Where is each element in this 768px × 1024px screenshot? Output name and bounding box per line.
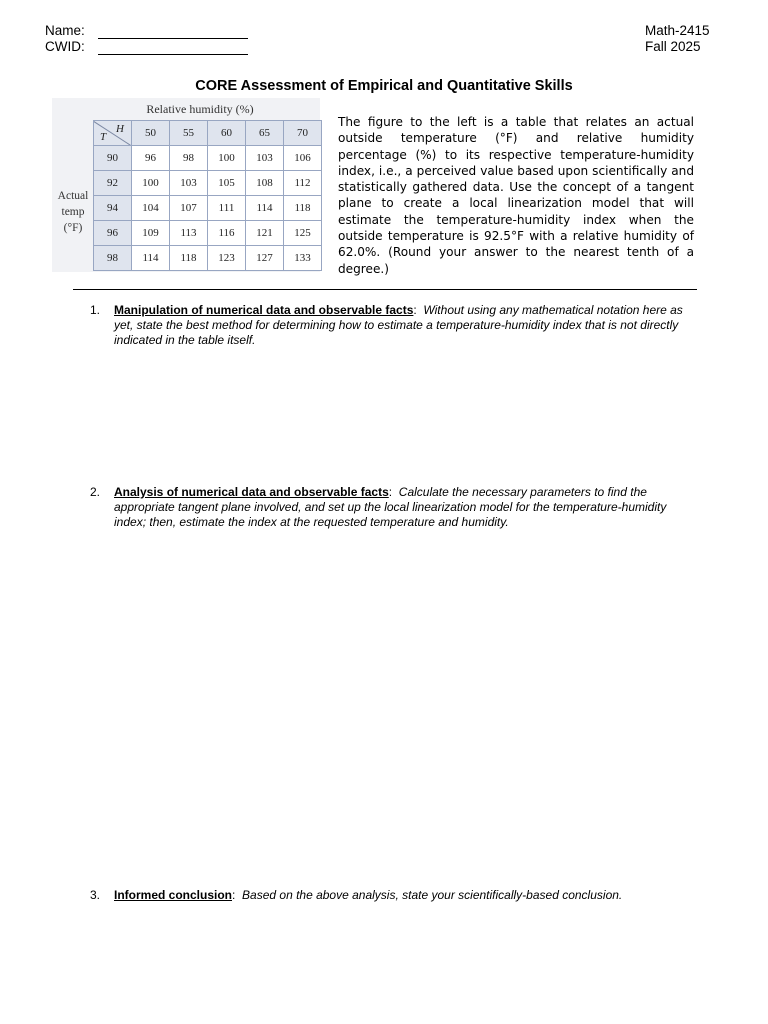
- table-cell: 98: [170, 146, 208, 171]
- table-cell: 127: [246, 246, 284, 271]
- question-text: Calculate the necessary parameters to find the appropriate tangent plane involved, and set up the local linearization model for the temperature-humidity index; then, estimate the index at the requested temperature and humidity.: [114, 485, 667, 529]
- question-2: [90, 485, 690, 530]
- column-header: 70: [284, 121, 322, 146]
- name-label: Name:: [45, 23, 85, 38]
- table-cell: 118: [284, 196, 322, 221]
- name-row: [45, 23, 248, 39]
- question-heading: Manipulation of numerical data and observable facts: [114, 303, 414, 317]
- table-row: [94, 146, 322, 171]
- question-body: [114, 303, 690, 348]
- table-cell: 103: [246, 146, 284, 171]
- table-cell: 103: [170, 171, 208, 196]
- table-cell: 133: [284, 246, 322, 271]
- row-header: 98: [94, 246, 132, 271]
- section-divider: [73, 289, 697, 290]
- figure-caption: Relative humidity (%): [146, 102, 254, 116]
- row-axis-label-line: temp: [61, 206, 85, 218]
- table-cell: 111: [208, 196, 246, 221]
- cwid-label: CWID:: [45, 39, 85, 54]
- problem-description: The figure to the left is a table that relates an actual outside temperature (°F) and relative humidity percentage (%) to its respective temperature-humidity index, i.e., a perceived value based upon scientifically and statistically gathered data. Use the concept of a tangent plane to create a local linearization model that will estimate the temperature-humidity index when the outside temperature is 92.5°F with a relative humidity of 62.0%. (Round your answer to the nearest tenth of a degree.): [338, 115, 694, 276]
- column-header: 60: [208, 121, 246, 146]
- row-header: 94: [94, 196, 132, 221]
- row-header: 90: [94, 146, 132, 171]
- table-cell: 121: [246, 221, 284, 246]
- question-text: Without using any mathematical notation here as yet, state the best method for determining how to estimate a temperature-humidity index that is not directly indicated in the table itself.: [114, 303, 683, 347]
- table-row: [94, 171, 322, 196]
- corner-h-label: H: [116, 123, 124, 135]
- name-blank-line[interactable]: [98, 25, 248, 39]
- row-axis-label: [53, 188, 93, 236]
- table-cell: 125: [284, 221, 322, 246]
- humidity-index-table: [93, 120, 322, 271]
- question-text: Based on the above analysis, state your scientifically-based conclusion.: [242, 888, 623, 902]
- question-heading: Analysis of numerical data and observable facts: [114, 485, 389, 499]
- course-code: Math-2415: [645, 23, 710, 38]
- page-title: CORE Assessment of Empirical and Quantitative Skills: [195, 78, 573, 94]
- table-cell: 106: [284, 146, 322, 171]
- table-cell: 114: [132, 246, 170, 271]
- row-axis-label-line: (°F): [63, 222, 83, 234]
- corner-t-label: T: [100, 131, 107, 143]
- course-info: [645, 23, 710, 55]
- row-axis-label-line: Actual: [57, 190, 89, 202]
- question-body: [114, 888, 690, 903]
- table-cell: 118: [170, 246, 208, 271]
- table-row: [94, 221, 322, 246]
- column-header: 65: [246, 121, 284, 146]
- table-cell: 100: [208, 146, 246, 171]
- table-row: [94, 246, 322, 271]
- table-cell: 108: [246, 171, 284, 196]
- row-header: 92: [94, 171, 132, 196]
- table-cell: 116: [208, 221, 246, 246]
- question-number: 1.: [90, 303, 101, 317]
- table-cell: 96: [132, 146, 170, 171]
- course-term: Fall 2025: [645, 39, 701, 54]
- table-cell: 109: [132, 221, 170, 246]
- column-header: 55: [170, 121, 208, 146]
- question-number: 3.: [90, 888, 101, 902]
- question-1: [90, 303, 690, 348]
- table-row: [94, 196, 322, 221]
- cwid-row: [45, 39, 248, 55]
- row-header: 96: [94, 221, 132, 246]
- column-header: 50: [132, 121, 170, 146]
- question-3: [90, 888, 690, 903]
- question-body: [114, 485, 690, 530]
- question-number: 2.: [90, 485, 101, 499]
- table-cell: 100: [132, 171, 170, 196]
- heading-colon: :: [388, 485, 399, 499]
- heading-colon: :: [413, 303, 424, 317]
- table-cell: 112: [284, 171, 322, 196]
- table-cell: 123: [208, 246, 246, 271]
- cwid-blank-line[interactable]: [98, 41, 248, 55]
- table-corner-cell: [94, 121, 132, 146]
- heading-colon: :: [232, 888, 243, 902]
- table-cell: 113: [170, 221, 208, 246]
- table-cell: 114: [246, 196, 284, 221]
- table-cell: 105: [208, 171, 246, 196]
- table-cell: 107: [170, 196, 208, 221]
- table-header-row: [94, 121, 322, 146]
- student-info: [45, 23, 248, 55]
- table-cell: 104: [132, 196, 170, 221]
- question-heading: Informed conclusion: [114, 888, 233, 902]
